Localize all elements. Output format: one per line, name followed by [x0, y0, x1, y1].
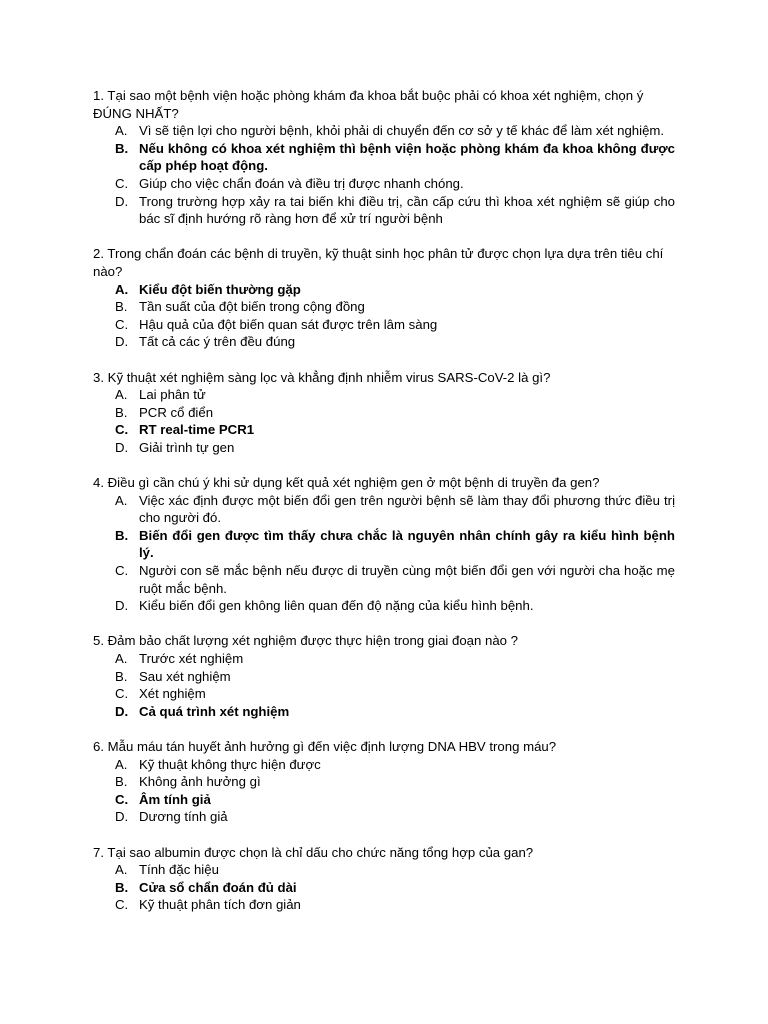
- option-letter: C.: [115, 316, 129, 332]
- option-letter: C.: [115, 791, 129, 807]
- option-b-correct: [93, 879, 675, 897]
- option-a: [93, 861, 675, 879]
- option-text: Xét nghiệm: [139, 686, 206, 702]
- option-letter: A.: [115, 123, 128, 139]
- option-letter: B.: [115, 774, 128, 790]
- option-b-correct: [93, 527, 675, 562]
- option-text: Cửa sổ chẩn đoán đủ dài: [139, 879, 297, 895]
- option-letter: A.: [115, 862, 128, 878]
- option-letter: D.: [115, 334, 129, 350]
- option-d-correct: [93, 703, 675, 721]
- option-text: Tất cả các ý trên đều đúng: [139, 334, 296, 350]
- option-letter: D.: [115, 193, 129, 209]
- option-letter: A.: [115, 281, 129, 297]
- question-text: 2. Trong chẩn đoán các bệnh di truyền, kỹ thuật sinh học phân tử được chọn lựa dựa trên tiêu chí nào?: [93, 246, 664, 279]
- option-text: Không ảnh hưởng gì: [139, 774, 261, 790]
- option-text: Người con sẽ mắc bệnh nếu được di truyền cùng một biến đổi gen với người cha hoặc mẹ ruột mắc bệnh.: [139, 563, 675, 596]
- option-text: RT real-time PCR1: [139, 422, 255, 438]
- option-d: [93, 333, 675, 351]
- option-c: [93, 896, 675, 914]
- option-c-correct: [93, 791, 675, 809]
- option-letter: D.: [115, 598, 129, 614]
- option-text: PCR cổ điển: [139, 404, 214, 420]
- option-text: Sau xét nghiệm: [139, 668, 231, 684]
- option-letter: D.: [115, 809, 129, 825]
- option-letter: C.: [115, 422, 129, 438]
- option-b: [93, 668, 675, 686]
- question-6: [93, 738, 675, 826]
- question-text: 6. Mẫu máu tán huyết ảnh hưởng gì đến việc định lượng DNA HBV trong máu?: [93, 738, 557, 754]
- option-list: [93, 386, 675, 456]
- option-text: Việc xác định được một biến đổi gen trên người bệnh sẽ làm thay đổi phương thức điều trị cho người đó.: [139, 492, 675, 526]
- option-b-correct: [93, 140, 675, 175]
- question-text: 5. Đảm bảo chất lượng xét nghiệm được thực hiện trong giai đoạn nào ?: [93, 633, 519, 649]
- option-letter: C.: [115, 563, 129, 579]
- option-text: Trong trường hợp xảy ra tai biến khi điều trị, cần cấp cứu thì khoa xét nghiệm sẽ giúp cho bác sĩ định hướng rõ ràng hơn để xử trí người bệnh: [139, 193, 675, 227]
- document-page: [93, 87, 675, 932]
- option-letter: B.: [115, 140, 129, 156]
- question-text: 7. Tại sao albumin được chọn là chỉ dấu cho chức năng tổng hợp của gan?: [93, 844, 534, 860]
- option-text: Cả quá trình xét nghiệm: [139, 703, 290, 719]
- option-text: Giúp cho việc chẩn đoán và điều trị được nhanh chóng.: [139, 175, 464, 191]
- option-d: [93, 439, 675, 457]
- option-letter: C.: [115, 897, 129, 913]
- option-a: [93, 122, 675, 140]
- option-d: [93, 808, 675, 826]
- option-text: Giải trình tự gen: [139, 439, 235, 455]
- option-letter: B.: [115, 879, 129, 895]
- option-text: Nếu không có khoa xét nghiệm thì bệnh viện hoặc phòng khám đa khoa không được cấp phép hoạt động.: [139, 140, 675, 174]
- option-text: Kỹ thuật không thực hiện được: [139, 756, 321, 772]
- option-text: Tần suất của đột biến trong cộng đồng: [139, 299, 365, 315]
- option-text: Trước xét nghiệm: [139, 651, 244, 666]
- option-b: [93, 404, 675, 422]
- option-letter: A.: [115, 756, 128, 772]
- option-letter: B.: [115, 404, 128, 420]
- option-b: [93, 773, 675, 791]
- option-text: Kiểu biến đổi gen không liên quan đến độ nặng của kiểu hình bệnh.: [139, 598, 534, 614]
- option-letter: B.: [115, 299, 128, 315]
- option-text: Lai phân tử: [139, 387, 206, 403]
- option-text: Âm tính giả: [139, 791, 211, 807]
- option-list: [93, 492, 675, 615]
- option-letter: D.: [115, 439, 129, 455]
- option-letter: D.: [115, 703, 129, 719]
- option-list: [93, 122, 675, 228]
- option-d: [93, 597, 675, 615]
- question-2: [93, 245, 675, 351]
- option-b: [93, 298, 675, 316]
- question-5: [93, 632, 675, 720]
- option-c-correct: [93, 421, 675, 439]
- option-text: Vì sẽ tiện lợi cho người bệnh, khỏi phải di chuyển đến cơ sở y tế khác để làm xét nghiệm.: [139, 123, 665, 139]
- option-letter: A.: [115, 651, 128, 666]
- option-a: [93, 492, 675, 527]
- option-letter: C.: [115, 175, 129, 191]
- question-text: 3. Kỹ thuật xét nghiệm sàng lọc và khẳng định nhiễm virus SARS-CoV-2 là gì?: [93, 369, 551, 385]
- option-list: [93, 650, 675, 720]
- option-c: [93, 685, 675, 703]
- option-text: Dương tính giả: [139, 809, 228, 825]
- option-text: Tính đặc hiệu: [139, 862, 219, 878]
- option-a: [93, 386, 675, 404]
- option-a: [93, 756, 675, 774]
- question-text: 1. Tại sao một bệnh viện hoặc phòng khám đa khoa bắt buộc phải có khoa xét nghiệm, chọn ý ĐÚNG NHẤT?: [93, 88, 644, 121]
- option-text: Kiểu đột biến thường gặp: [139, 281, 301, 297]
- question-1: [93, 87, 675, 228]
- option-text: Hậu quả của đột biến quan sát được trên lâm sàng: [139, 316, 438, 332]
- option-a: [93, 650, 675, 668]
- question-3: [93, 369, 675, 457]
- option-text: Kỹ thuật phân tích đơn giản: [139, 897, 301, 913]
- option-letter: B.: [115, 527, 129, 543]
- option-letter: A.: [115, 387, 128, 403]
- option-letter: A.: [115, 492, 128, 508]
- question-4: [93, 474, 675, 615]
- option-c: [93, 175, 675, 193]
- option-letter: C.: [115, 686, 129, 702]
- option-a-correct: [93, 281, 675, 299]
- option-list: [93, 861, 675, 914]
- option-c: [93, 316, 675, 334]
- question-7: [93, 844, 675, 914]
- option-text: Biến đổi gen được tìm thấy chưa chắc là nguyên nhân chính gây ra kiểu hình bệnh lý.: [139, 527, 675, 561]
- option-list: [93, 756, 675, 826]
- option-c: [93, 562, 675, 597]
- question-text: 4. Điều gì cần chú ý khi sử dụng kết quả xét nghiệm gen ở một bệnh di truyền đa gen?: [93, 475, 600, 491]
- option-letter: B.: [115, 668, 128, 684]
- option-d: [93, 193, 675, 228]
- option-list: [93, 281, 675, 351]
